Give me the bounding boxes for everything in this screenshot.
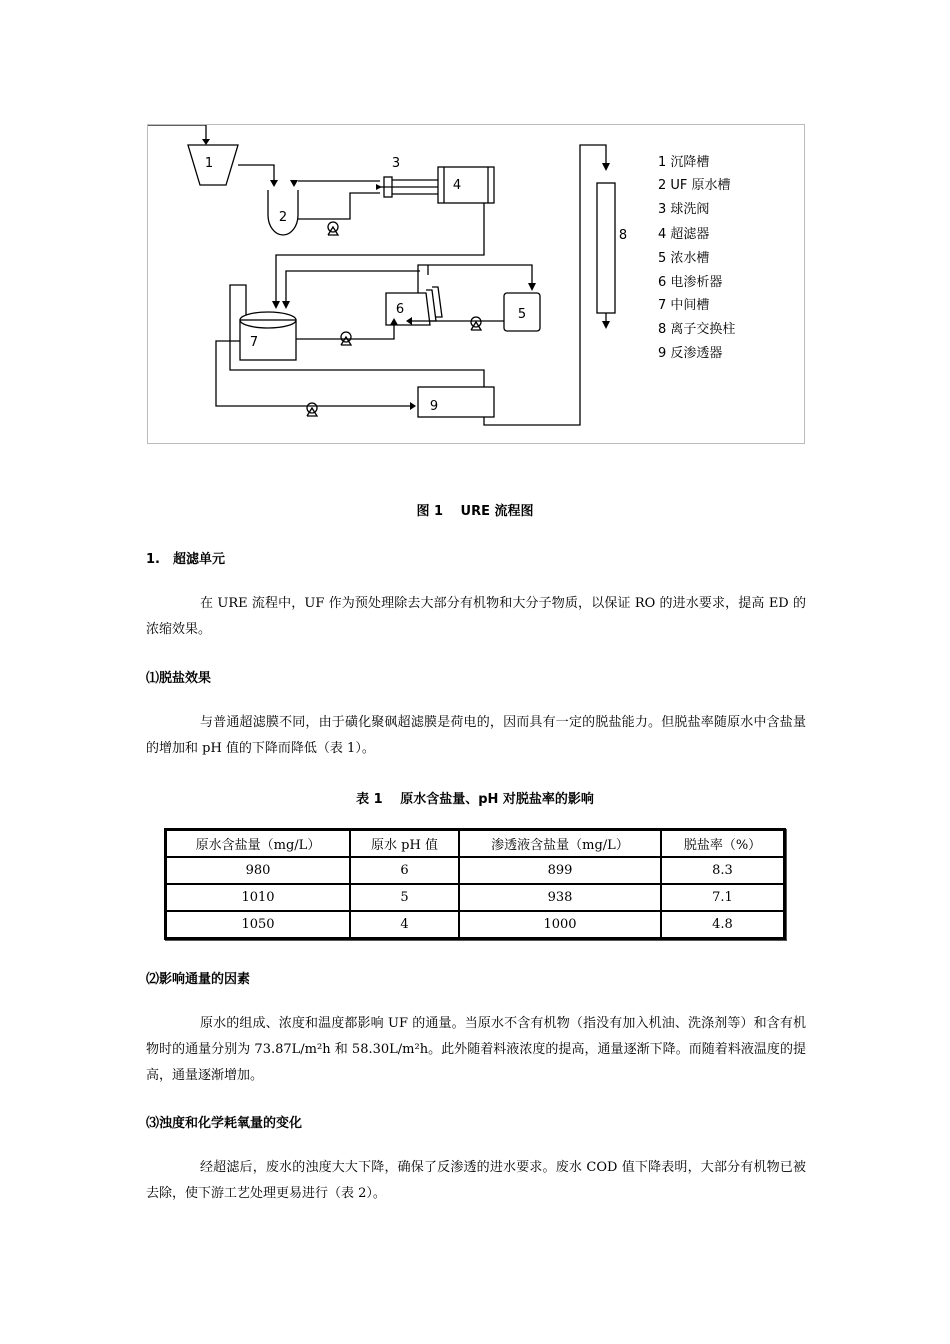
unit-8-label: 8	[618, 228, 628, 243]
line-6-to-5	[418, 265, 532, 293]
legend-item: 4 超滤器	[658, 227, 710, 242]
line-4-to-7	[276, 203, 484, 305]
table-cell: 980	[166, 857, 350, 884]
table-cell: 5	[350, 884, 459, 911]
legend-item: 8 离子交换柱	[658, 322, 736, 337]
table-row	[166, 911, 784, 938]
table-header-row	[166, 830, 784, 857]
column-header: 原水 pH 值	[350, 830, 459, 857]
table-caption: 表 1 原水含盐量、pH 对脱盐率的影响	[356, 792, 594, 807]
column-header: 原水含盐量（mg/L）	[166, 830, 350, 857]
subsection-text: 经超滤后，废水的浊度大大下降，确保了反渗透的进水要求。废水 COD 值下降表明，大部分有机物已被去除，使下游工艺处理更易进行（表 2）。	[146, 1160, 806, 1201]
ure-flow-diagram	[147, 124, 805, 444]
subsection-heading: ⑴脱盐效果	[146, 671, 212, 686]
unit-4-label: 4	[452, 178, 462, 193]
unit-1-label: 1	[204, 156, 214, 171]
legend-item: 9 反渗透器	[658, 346, 723, 361]
table-cell: 7.1	[661, 884, 784, 911]
table-row	[166, 884, 784, 911]
unit-5-label: 5	[517, 307, 527, 322]
legend-item: 6 电渗析器	[658, 275, 723, 290]
unit-6-label: 6	[395, 302, 405, 317]
line-7-to-9	[216, 341, 410, 406]
subsection-heading: ⑵影响通量的因素	[146, 972, 251, 987]
line-6-to-7	[286, 271, 420, 305]
column-header: 渗透液含盐量（mg/L）	[459, 830, 661, 857]
feed-line	[148, 125, 206, 139]
subsection-text: 原水的组成、浓度和温度都影响 UF 的通量。当原水不含有机物（指没有加入机油、洗涤剂等）和含有机物时的通量分别为 73.87L/m²h 和 58.30L/m²h。此外随着料液浓度的提高，通量逐渐下降。而随着料液温度的提高，通量逐渐增加。	[146, 1016, 806, 1083]
legend-item: 2 UF 原水槽	[658, 178, 731, 193]
column-header: 脱盐率（%）	[661, 830, 784, 857]
table-cell: 8.3	[661, 857, 784, 884]
unit-7-label: 7	[249, 335, 259, 350]
legend-item: 1 沉降槽	[658, 155, 710, 170]
table-cell: 6	[350, 857, 459, 884]
unit-8-ion-exchange	[597, 183, 615, 313]
line-2-pump	[298, 193, 380, 219]
line-7-loop	[230, 285, 484, 387]
legend-item: 3 球洗阀	[658, 202, 710, 217]
salt-rejection-table	[164, 828, 786, 940]
table-cell: 4	[350, 911, 459, 938]
subsection-text: 与普通超滤膜不同，由于磺化聚砜超滤膜是荷电的，因而具有一定的脱盐能力。但脱盐率随原水中含盐量的增加和 pH 值的下降而降低（表 1）。	[146, 715, 806, 756]
unit-3-label: 3	[391, 156, 401, 171]
unit-2-label: 2	[278, 210, 288, 225]
table-cell: 1050	[166, 911, 350, 938]
table-cell: 1000	[459, 911, 661, 938]
unit-9-label: 9	[429, 399, 439, 414]
section-heading: 1. 超滤单元	[146, 552, 225, 567]
unit-4-ultrafilter	[438, 167, 494, 203]
legend-item: 5 浓水槽	[658, 251, 710, 266]
section-intro: 在 URE 流程中，UF 作为预处理除去大部分有机物和大分子物质，以保证 RO 的进水要求，提高 ED 的浓缩效果。	[146, 596, 806, 637]
table-cell: 4.8	[661, 911, 784, 938]
flow-diagram-svg	[148, 125, 806, 445]
table-cell: 899	[459, 857, 661, 884]
legend-item: 7 中间槽	[658, 298, 710, 313]
figure-caption: 图 1 URE 流程图	[416, 504, 534, 519]
line-9-to-8	[484, 145, 606, 425]
subsection-heading: ⑶浊度和化学耗氧量的变化	[146, 1116, 303, 1131]
table-cell: 1010	[166, 884, 350, 911]
line-1-to-2	[238, 165, 274, 180]
legend	[658, 154, 735, 361]
table-cell: 938	[459, 884, 661, 911]
table-row	[166, 857, 784, 884]
